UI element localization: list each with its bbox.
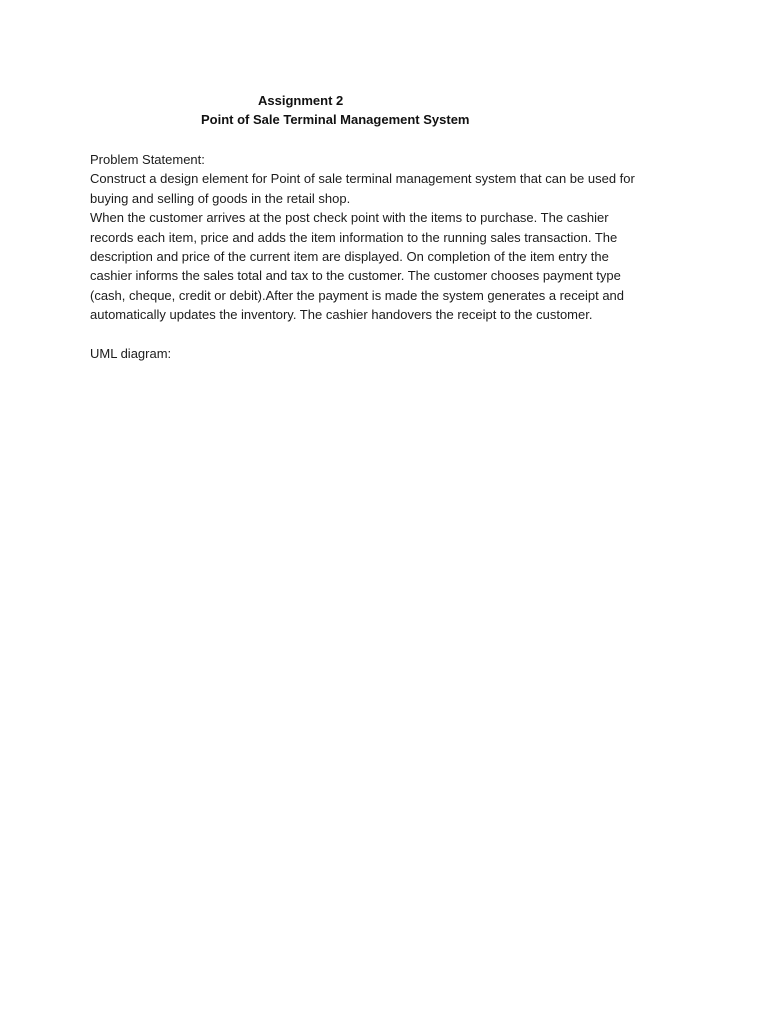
text-line: Construct a design element for Point of sale terminal management system that can be used for [90,171,635,187]
assignment-title: Assignment 2 [258,93,344,108]
text-line: description and price of the current item are displayed. On completion of the item entry the [90,249,609,265]
problem-statement-heading: Problem Statement: [90,152,205,167]
problem-statement-body [90,169,690,324]
text-line: cashier informs the sales total and tax to the customer. The customer chooses payment type [90,268,621,284]
paragraph-1 [90,169,690,208]
document-subtitle: Point of Sale Terminal Management System [201,112,470,127]
text-line: buying and selling of goods in the retail shop. [90,190,351,206]
text-line: When the customer arrives at the post check point with the items to purchase. The cashier [90,210,609,226]
text-line: automatically updates the inventory. The cashier handovers the receipt to the customer. [90,307,593,323]
paragraph-2 [90,208,690,324]
text-line: records each item, price and adds the item information to the running sales transaction. The [90,229,618,245]
text-line: (cash, cheque, credit or debit).After the payment is made the system generates a receipt and [90,287,625,303]
uml-diagram-label: UML diagram: [90,346,172,361]
